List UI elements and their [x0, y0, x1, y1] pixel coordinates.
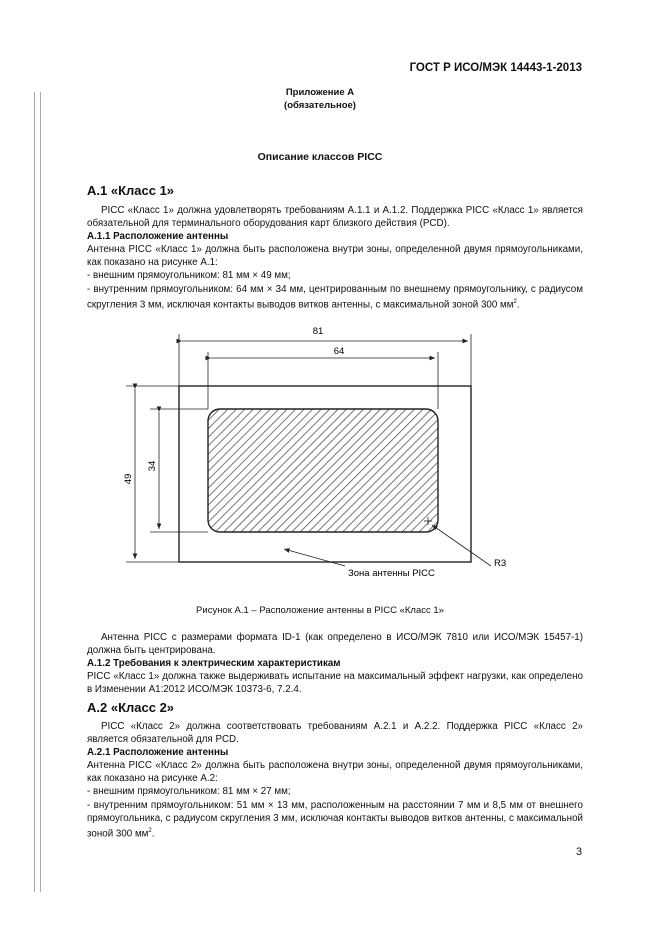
section-a1-heading: А.1 «Класс 1» [87, 183, 175, 198]
appendix-title: Приложение А [285, 87, 355, 98]
a2-bullet2 [87, 799, 583, 841]
section-a2-text [87, 720, 583, 840]
document-title: Описание классов PICC [257, 151, 383, 163]
a1-sub1-heading: А.1.1 Расположение антенны [87, 231, 229, 243]
section-a1-text-2 [87, 631, 583, 696]
a1-para3: Антенна PICC с размерами формата ID-1 (как определено в ИСО/МЭК 7810 или ИСО/МЭК 15457-1) должна быть центрирована. [87, 632, 583, 657]
a1-para2: Антенна PICC «Класс 1» должна быть расположена внутри зоны, определенной двумя прямоугольниками, как показано на рисунке А.1: [87, 244, 583, 269]
a1-bullet1: - внешним прямоугольником: 81 мм × 49 мм; [87, 270, 291, 282]
dim-label-49: 49 [123, 473, 134, 485]
inner-rectangle-hatched [208, 409, 438, 532]
a2-bullet2-text: - внутренним прямоугольником: 51 мм × 13 мм, расположенным на расстоянии 7 мм и 8,5 мм от внешнего прямоугольника, с радиусом скругления 3 мм, исключая контакты выводов витков антенны, с максимальной зоной 300 мм [87, 799, 583, 840]
dim-label-34: 34 [147, 460, 158, 472]
a1-sub2-heading: А.1.2 Требования к электрическим характеристикам [87, 658, 341, 670]
a1-bullet2-end: . [516, 298, 520, 310]
a1-bullet2-text: - внутренним прямоугольником: 64 мм × 34 мм, центрированным по внешнему прямоугольнику, с радиусом скругления 3 мм, исключая контакты выводов витков антенны, с максимальной зоной 300 мм [87, 283, 583, 310]
page-number: 3 [576, 846, 583, 858]
radius-leader [432, 525, 491, 566]
a2-para2: Антенна PICC «Класс 2» должна быть расположена внутри зоны, определенной двумя прямоугольниками, как показано на рисунке А.2: [87, 760, 583, 785]
a2-para1: PICC «Класс 2» должна соответствовать требованиям А.2.1 и А.2.2. Поддержка PICC «Класс 2» является обязательной для PCD. [87, 721, 583, 746]
a1-para1: PICC «Класс 1» должна удовлетворять требованиям А.1.1 и А.1.2. Поддержка PICC «Класс 1» является обязательной для терминального оборудования карт близкого действия (PCD). [87, 205, 583, 230]
zone-label: Зона антенны PICC [348, 568, 435, 579]
a2-bullet2-sup: 2 [148, 827, 152, 834]
a1-para4: PICC «Класс 1» должна также выдерживать испытание на максимальный эффект нагрузки, как определено в Изменении А1:2012 ИСО/МЭК 10373-6, 7.2.4. [87, 671, 583, 696]
appendix-status: (обязательное) [284, 100, 356, 111]
a2-bullet2-end: . [151, 828, 155, 840]
standard-header: ГОСТ Р ИСО/МЭК 14443-1-2013 [409, 62, 582, 74]
a2-bullet1: - внешним прямоугольником: 81 мм × 27 мм; [87, 786, 291, 798]
zone-leader [284, 549, 345, 566]
radius-label: R3 [494, 558, 507, 569]
a1-bullet2-sup: 2 [513, 298, 517, 305]
dim-label-81: 81 [312, 326, 324, 337]
a2-sub1-heading: А.2.1 Расположение антенны [87, 747, 229, 759]
section-a2-heading: А.2 «Класс 2» [87, 700, 175, 715]
dim-label-64: 64 [333, 346, 345, 357]
figure-a1-caption: Рисунок А.1 – Расположение антенны в PICC «Класс 1» [196, 605, 444, 616]
